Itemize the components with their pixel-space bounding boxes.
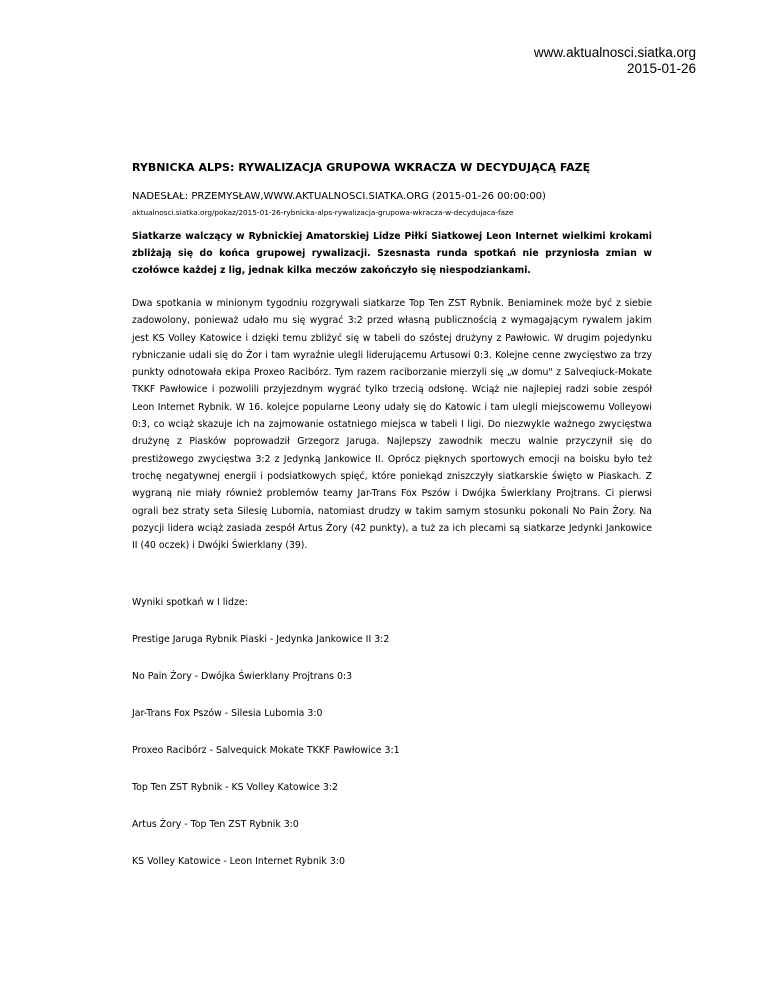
header-date: 2015-01-26 [626,61,696,76]
result-item: Jar-Trans Fox Pszów - Silesia Lubomia 3:0 [132,708,323,720]
results-list [132,633,652,868]
result-item: KS Volley Katowice - Leon Internet Rybnik 3:0 [132,856,345,868]
article [132,161,652,868]
result-item: Artus Żory - Top Ten ZST Rybnik 3:0 [132,819,299,831]
result-item: Top Ten ZST Rybnik - KS Volley Katowice 3:2 [132,782,338,794]
article-body: Dwa spotkania w minionym tygodniu rozgrywali siatkarze Top Ten ZST Rybnik. Beniaminek może być z siebie zadowolony, ponieważ udało mu się wygrać 3:2 przed własną publicznością z wymagającym rywalem jakim jest KS Volley Katowice i dzięki temu zbliżyć się w tabeli do szóstej drużyny z Pawłowic. W drugim pojedynku rybniczanie udali się do Żor i tam wyraźnie ulegli liderującemu Artusowi 0:3. Kolejne cenne zwycięstwo za trzy punkty odnotowała ekipa Proxeo Racibórz. Tym razem raciborzanie mierzyli się „w domu" z Salveqiuck-Mokate TKKF Pawłowice i pozwolili przyjezdnym wygrać tylko trzecią odsłonę. Wciąż nie najlepiej radzi sobie zespół Leon Internet Rybnik. W 16. kolejce popularne Leony udały się do Katowic i tam ulegli miejscowemu Volleyowi 0:3, co wciąż skazuje ich na zajmowanie ostatniego miejsca w tabeli I ligi. Do niezwykle ważnego zwycięstwa drużynę z Piasków poprowadził Grzegorz Jaruga. Najlepszy zawodnik meczu walnie przyczynił się do prestiżowego zwycięstwa 3:2 z Jedynką Jankowice II. Oprócz pięknych sportowych emocji na boisku było też trochę negatywnej energii i podsiatkowych spięć, które poniekąd zniszczyły siatkarskie święto w Piaskach. Z wygraną nie miały również problemów teamy Jar-Trans Fox Pszów i Dwójka Świerklany Projtrans. Ci pierwsi ograli bez straty seta Silesię Lubomia, natomiast drudzy w takim samym stosunku pokonali No Pain Żory. Na pozycji lidera wciąż zasiada zespół Artus Żory (42 punkty), a tuż za ich plecami są siatkarze Jedynki Jankowice II (40 oczek) i Dwójki Świerklany (39). [132,298,652,552]
article-url: aktualnosci.siatka.org/pokaz/2015-01-26-rybnicka-alps-rywalizacja-grupowa-wkracza-w-decydujaca-faze [132,208,514,217]
result-item: Prestige Jaruga Rybnik Piaski - Jedynka Jankowice II 3:2 [132,634,390,646]
article-lead: Siatkarze walczący w Rybnickiej Amatorskiej Lidze Piłki Siatkowej Leon Internet wielkimi krokami zbliżają się do końca grupowej rywalizacji. Szesnasta runda spotkań nie przyniosła zmian w czołówce każdej z lig, jednak kilka meczów zakończyło się niespodziankami. [132,231,652,276]
result-item: Proxeo Racibórz - Salvequick Mokate TKKF Pawłowice 3:1 [132,745,400,757]
article-title: RYBNICKA ALPS: RYWALIZACJA GRUPOWA WKRACZA W DECYDUJĄCĄ FAZĘ [132,161,591,174]
result-item: No Pain Żory - Dwójka Świerklany Projtrans 0:3 [132,671,353,683]
article-byline: NADESŁAŁ: PRZEMYSŁAW,WWW.AKTUALNOSCI.SIATKA.ORG (2015-01-26 00:00:00) [132,191,546,202]
results-heading: Wyniki spotkań w I lidze: [132,597,248,609]
site-address: www.aktualnosci.siatka.org [533,45,696,60]
page-header [534,45,696,77]
